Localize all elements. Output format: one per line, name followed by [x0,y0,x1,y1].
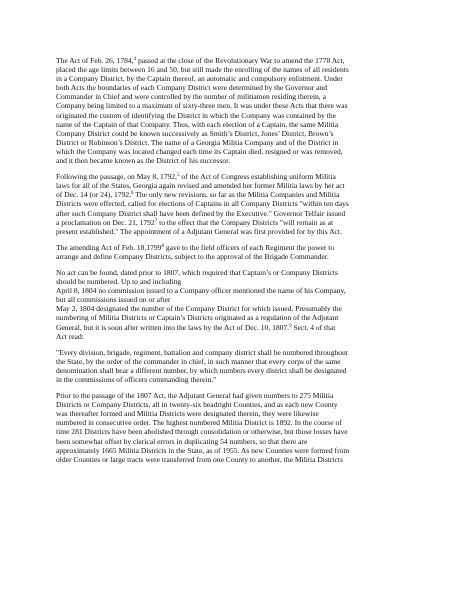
text-run: was thereafter formed and Militia Districts were designated therein, they were likewise [56,409,319,419]
text-run: originated the custom of identifying the District in which the Company was contained by the [56,110,337,120]
text-line [56,446,407,455]
text-line [56,101,407,110]
text-line [56,286,407,295]
text-run: "Every division, brigade, regiment, battalion and company district shall be numbered throughout [56,347,348,357]
text-line [56,366,407,375]
text-line [56,437,407,446]
text-run: to the effect that the Company Districts "will remain as at [157,217,334,227]
text-line [56,313,407,322]
text-line [56,65,407,74]
text-run: placed the age limits between 16 and 50, but still made the enrolling of the names of all residents [56,65,349,75]
text-line [56,129,407,138]
text-run: name of the Captain of that Company. Thus, with each election of a Captain, the same Militia [56,119,339,129]
text-run: Sect. 4 of that [291,322,336,332]
text-line [56,455,407,464]
text-run: a proclamation on Dec. 21, 1792 [56,217,155,227]
text-run: laws for all of the States, Georgia again revised and amended her former Militia laws by her act [56,181,345,191]
text-line [56,83,407,92]
text-run: Following the passage, on May 8, 1792, [56,172,177,182]
paragraph [56,243,407,261]
text-line [56,172,407,181]
text-line [56,277,407,286]
text-run: and it then became known as the District of his successor. [56,156,231,166]
text-line [56,92,407,101]
text-line [56,181,407,190]
text-run: Act read: [56,331,84,341]
text-line [56,209,407,218]
text-run: which the Company was located changed each time its Captain died, resigned or was removed, [56,146,343,156]
footnote-marker: 7 [154,218,158,224]
text-run: present established." The appointment of a Adjutant General was first provided for by this Act. [56,226,342,236]
text-line [56,147,407,156]
text-run: after such Company District shall have been defined by the Executive." Governor Telfair issued [56,208,346,218]
paragraph [56,348,407,384]
text-run: General, but it is soon after written into the laws by the Act of Dec. 10, 1807. [56,322,290,332]
text-run: Commander in Chief and were controlled by the number of militiamen residing therein, a [56,92,326,102]
text-run: numbered in consecutive order. The highest numbered Militia District is 1892. In the course of [56,418,342,428]
text-line [56,156,407,165]
text-line [56,400,407,409]
text-line [56,323,407,332]
text-run: Company being limited to a maximum of sixty-three men. It was under these Acts that there was [56,101,348,111]
text-run: approximately 1665 Militia Districts in the State, as of 1955. As new Counties were formed from [56,445,350,455]
footnote-marker: 8 [161,243,164,249]
text-run: but all commissions issued on or after [56,295,171,305]
text-line [56,332,407,341]
text-run: The only new revisions, so far as the Militia Companies and Militia [133,190,340,200]
text-line [56,56,407,65]
text-line [56,218,407,227]
text-run: Prior to the passage of the 1807 Act, the Adjutant General had given numbers to 275 Militia [56,391,334,401]
text-line [56,268,407,277]
text-run: numbering of Militia Districts or Captain’s Districts originated as a regulation of the Adjutant [56,313,339,323]
text-line [56,252,407,261]
text-line [56,409,407,418]
text-line [56,120,407,129]
text-line [56,375,407,384]
text-line [56,418,407,427]
text-run: Districts or Company Districts, all in twenty-six headright Counties, and as each new County [56,400,338,410]
text-line [56,427,407,436]
text-line [56,357,407,366]
text-line [56,304,407,313]
text-run: in a Company District, by the Captain thereof, an automatic and compulsory enlistment. Under [56,74,343,84]
text-run: the State, by the order of the commander in chief, in such manner that every corps of the same [56,356,341,366]
text-run: District or Robinson’s District. The name of a Georgia Militia Company and of the District in [56,137,339,147]
text-run: The amending Act of Feb. 18,1799 [56,242,162,252]
text-run: of Dec. 14 (or 24), 1792. [56,190,132,200]
text-run: Districts were effected, called for elections of Captains in all Company Districts "within ten days [56,199,349,209]
text-run: older Counties or large tracts were transferred from one County to another, the Militia Districts [56,454,343,464]
text-run: time 281 Districts have been abolished through consolidation or otherwise, but those losses have [56,427,348,437]
text-run: No act can be found, dated prior to 1807, which required that Captain’s or Company Districts [56,267,338,277]
text-run: Company District could be known successively as Smith’s District, Jones’ District, Brown’s [56,128,334,138]
text-run: April 8, 1804 no commission issued to a Company officer mentioned the name of his Company, [56,286,346,296]
text-run: in the commissions of officers commanding therein." [56,375,217,384]
text-line [56,138,407,147]
text-run: should be numbered. Up to and including [56,277,182,287]
footnote-marker: 5 [176,173,180,179]
text-line [56,391,407,400]
text-run: denomination shall bear a different number, by which numbers every district shall be designated [56,365,347,375]
paragraph [56,56,407,165]
text-line [56,227,407,236]
footnote-marker: 6 [131,191,134,197]
text-run: arrange and define Company Districts, subject to the approval of the Brigade Commander. [56,251,329,261]
text-line [56,199,407,208]
paragraph [56,268,407,341]
text-run: passed at the close of the Revolutionary War to amend the 1778 Act, [136,56,345,65]
text-line [56,74,407,83]
text-line [56,348,407,357]
text-run: been somewhat offset by clerical errors in duplicating 54 numbers, so that there are [56,436,308,446]
text-run: gave to the field officers of each Regiment the power to [163,242,335,252]
text-line [56,111,407,120]
paragraph [56,172,407,236]
paragraph [56,391,407,464]
text-run: The Act of Feb. 26, 1784, [56,56,134,65]
text-run: of the Act of Congress establishing uniform Militia [179,172,336,182]
footnote-marker: 9 [289,323,292,329]
text-run: both Acts the boundaries of each Company District were determined by the Governor and [56,83,327,93]
footnote-marker: 4 [133,57,137,62]
text-run: May 2, 1804 designated the number of the Company District for which issued. Presumably the [56,304,342,314]
text-line [56,295,407,304]
text-line [56,190,407,199]
text-line [56,243,407,252]
